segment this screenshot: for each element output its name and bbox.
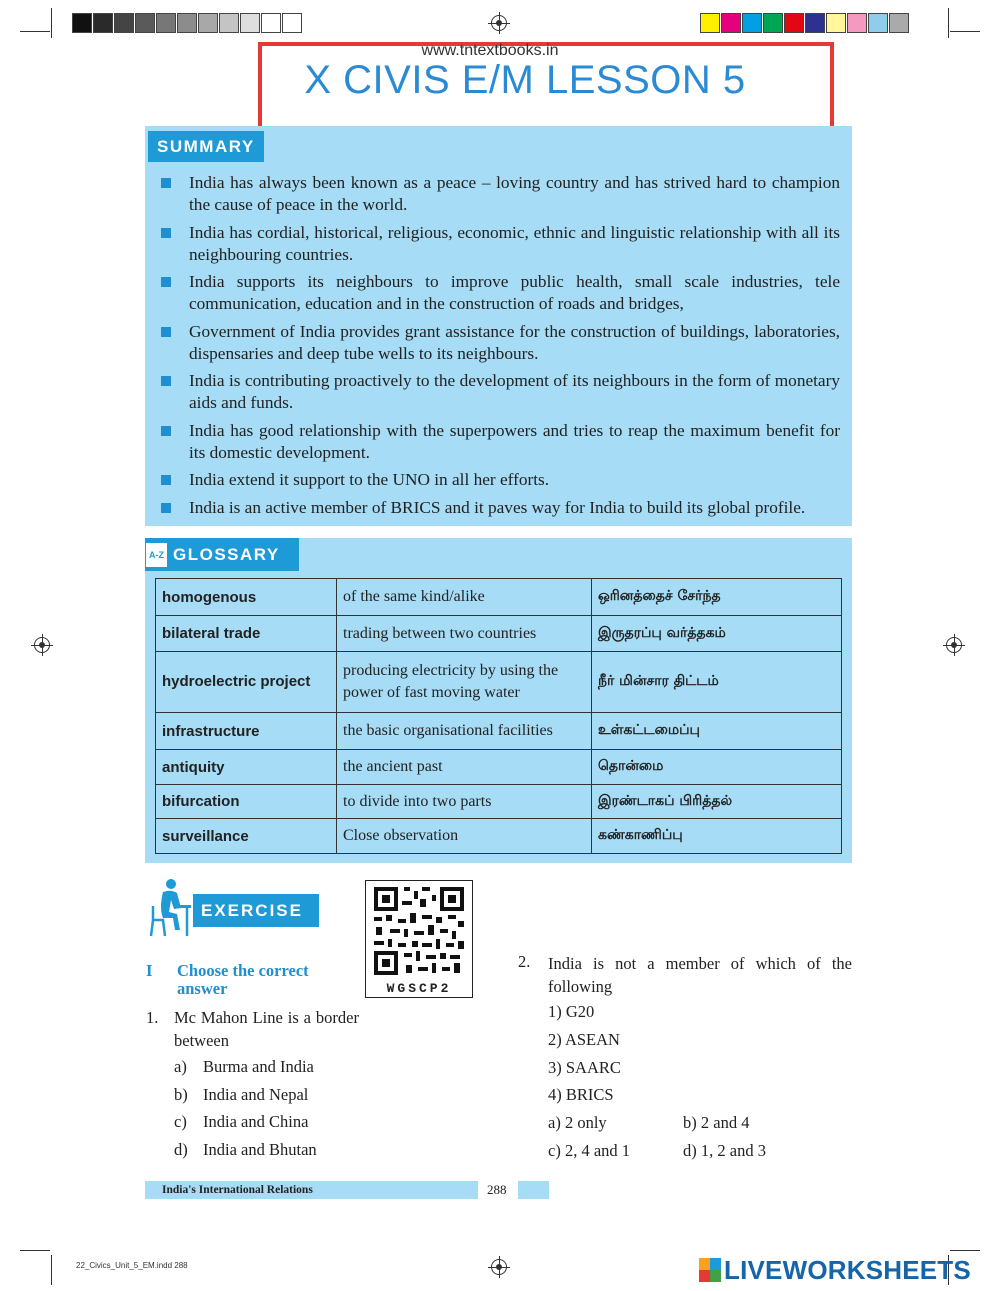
grayscale-color-bar (72, 13, 303, 33)
square-bullet-icon (161, 327, 171, 337)
crop-mark (20, 31, 50, 32)
table-row (156, 785, 842, 819)
square-bullet-icon (161, 503, 171, 513)
square-bullet-icon (161, 376, 171, 386)
glossary-term: bifurcation (156, 785, 337, 819)
qr-pattern-icon (372, 885, 466, 977)
summary-list (158, 172, 840, 524)
list-item: India is an active member of BRICS and it paves way for India to build its global profile. (158, 497, 840, 519)
table-row (156, 616, 842, 652)
q2-option-d[interactable]: d) 1, 2 and 3 (683, 1141, 766, 1160)
crop-mark (948, 8, 949, 38)
crop-mark (51, 1255, 52, 1285)
glossary-tamil: நீர் மின்சார திட்டம் (592, 652, 842, 713)
table-row (156, 652, 842, 713)
question-2-number: 2. (518, 952, 531, 971)
list-item: India supports its neighbours to improve public health, small scale industries, tele communication, education and in the construction of roads and bridges, (158, 271, 840, 315)
question-2-text: India is not a member of which of the following (548, 954, 852, 996)
page-number: 288 (487, 1182, 507, 1197)
glossary-term: infrastructure (156, 713, 337, 750)
page-title: X CIVIS E/M LESSON 5 (304, 58, 746, 102)
glossary-definition: the ancient past (337, 750, 592, 785)
q2-option-c[interactable]: c) 2, 4 and 1 (548, 1141, 631, 1160)
list-item: India is contributing proactively to the development of its neighbours in the form of monetary aids and funds. (158, 370, 840, 414)
glossary-tamil: ஒரினத்தைச் சேர்ந்த (592, 579, 842, 616)
glossary-tamil: உள்கட்டமைப்பு (592, 713, 842, 750)
q2-item: 4) BRICS (548, 1085, 614, 1104)
table-row (156, 579, 842, 616)
crop-mark (950, 1250, 980, 1251)
registration-mark-top (491, 15, 507, 31)
glossary-tamil: இரண்டாகப் பிரித்தல் (592, 785, 842, 819)
square-bullet-icon (161, 178, 171, 188)
glossary-definition: to divide into two parts (337, 785, 592, 819)
list-item: Government of India provides grant assistance for the construction of buildings, laboratories, dispensaries and deep tube wells to its neighbours. (158, 321, 840, 365)
table-row (156, 750, 842, 785)
glossary-term: homogenous (156, 579, 337, 616)
liveworksheets-logo[interactable] (699, 1256, 971, 1284)
glossary-definition: producing electricity by using the power of fast moving water (337, 652, 592, 713)
qr-code-label: WGSCP2 (386, 981, 452, 996)
liveworksheets-icon (699, 1258, 721, 1282)
a-z-icon: A-Z (146, 543, 167, 567)
glossary-definition: trading between two countries (337, 616, 592, 652)
q2-item: 3) SAARC (548, 1058, 621, 1077)
glossary-tamil: கண்காணிப்பு (592, 819, 842, 854)
glossary-tamil: இருதரப்பு வர்த்தகம் (592, 616, 842, 652)
list-item: India has cordial, historical, religious, economic, ethnic and linguistic relationship with all its neighbouring countries. (158, 222, 840, 266)
glossary-definition: of the same kind/alike (337, 579, 592, 616)
summary-heading: SUMMARY (148, 131, 264, 162)
glossary-term: hydroelectric project (156, 652, 337, 713)
crop-mark (950, 31, 980, 32)
student-at-desk-icon (147, 878, 192, 938)
registration-mark-right (946, 637, 962, 653)
site-url: www.tntextbooks.in (421, 42, 559, 59)
registration-mark-bottom (491, 1259, 507, 1275)
q2-item: 1) G20 (548, 1002, 595, 1021)
chapter-footer: India's International Relations (145, 1181, 478, 1199)
crop-mark (20, 1250, 50, 1251)
glossary-tamil: தொன்மை (592, 750, 842, 785)
q2-item: 2) ASEAN (548, 1030, 620, 1049)
brand-name: LIVEWORKSHEETS (724, 1254, 971, 1285)
q2-option-a[interactable]: a) 2 only (548, 1113, 607, 1132)
square-bullet-icon (161, 475, 171, 485)
list-item: India has good relationship with the superpowers and tries to reap the maximum benefit for its domestic development. (158, 420, 840, 464)
glossary-definition: the basic organisational facilities (337, 713, 592, 750)
list-item: India extend it support to the UNO in all her efforts. (158, 469, 840, 491)
footer-block (518, 1181, 549, 1199)
square-bullet-icon (161, 426, 171, 436)
glossary-term: surveillance (156, 819, 337, 854)
glossary-table (155, 578, 842, 854)
table-row (156, 819, 842, 854)
registration-mark-left (34, 637, 50, 653)
exercise-heading: EXERCISE (193, 894, 319, 927)
table-row (156, 713, 842, 750)
qr-code[interactable] (365, 880, 473, 998)
glossary-term: bilateral trade (156, 616, 337, 652)
cmyk-color-bar (700, 13, 910, 33)
glossary-definition: Close observation (337, 819, 592, 854)
list-item: India has always been known as a peace – loving country and has strived hard to champion the cause of peace in the world. (158, 172, 840, 216)
glossary-heading: A-Z GLOSSARY (145, 538, 299, 571)
crop-mark (51, 8, 52, 38)
glossary-term: antiquity (156, 750, 337, 785)
square-bullet-icon (161, 277, 171, 287)
q2-option-b[interactable]: b) 2 and 4 (683, 1113, 750, 1132)
file-slug: 22_Civics_Unit_5_EM.indd 288 (76, 1261, 188, 1270)
square-bullet-icon (161, 228, 171, 238)
